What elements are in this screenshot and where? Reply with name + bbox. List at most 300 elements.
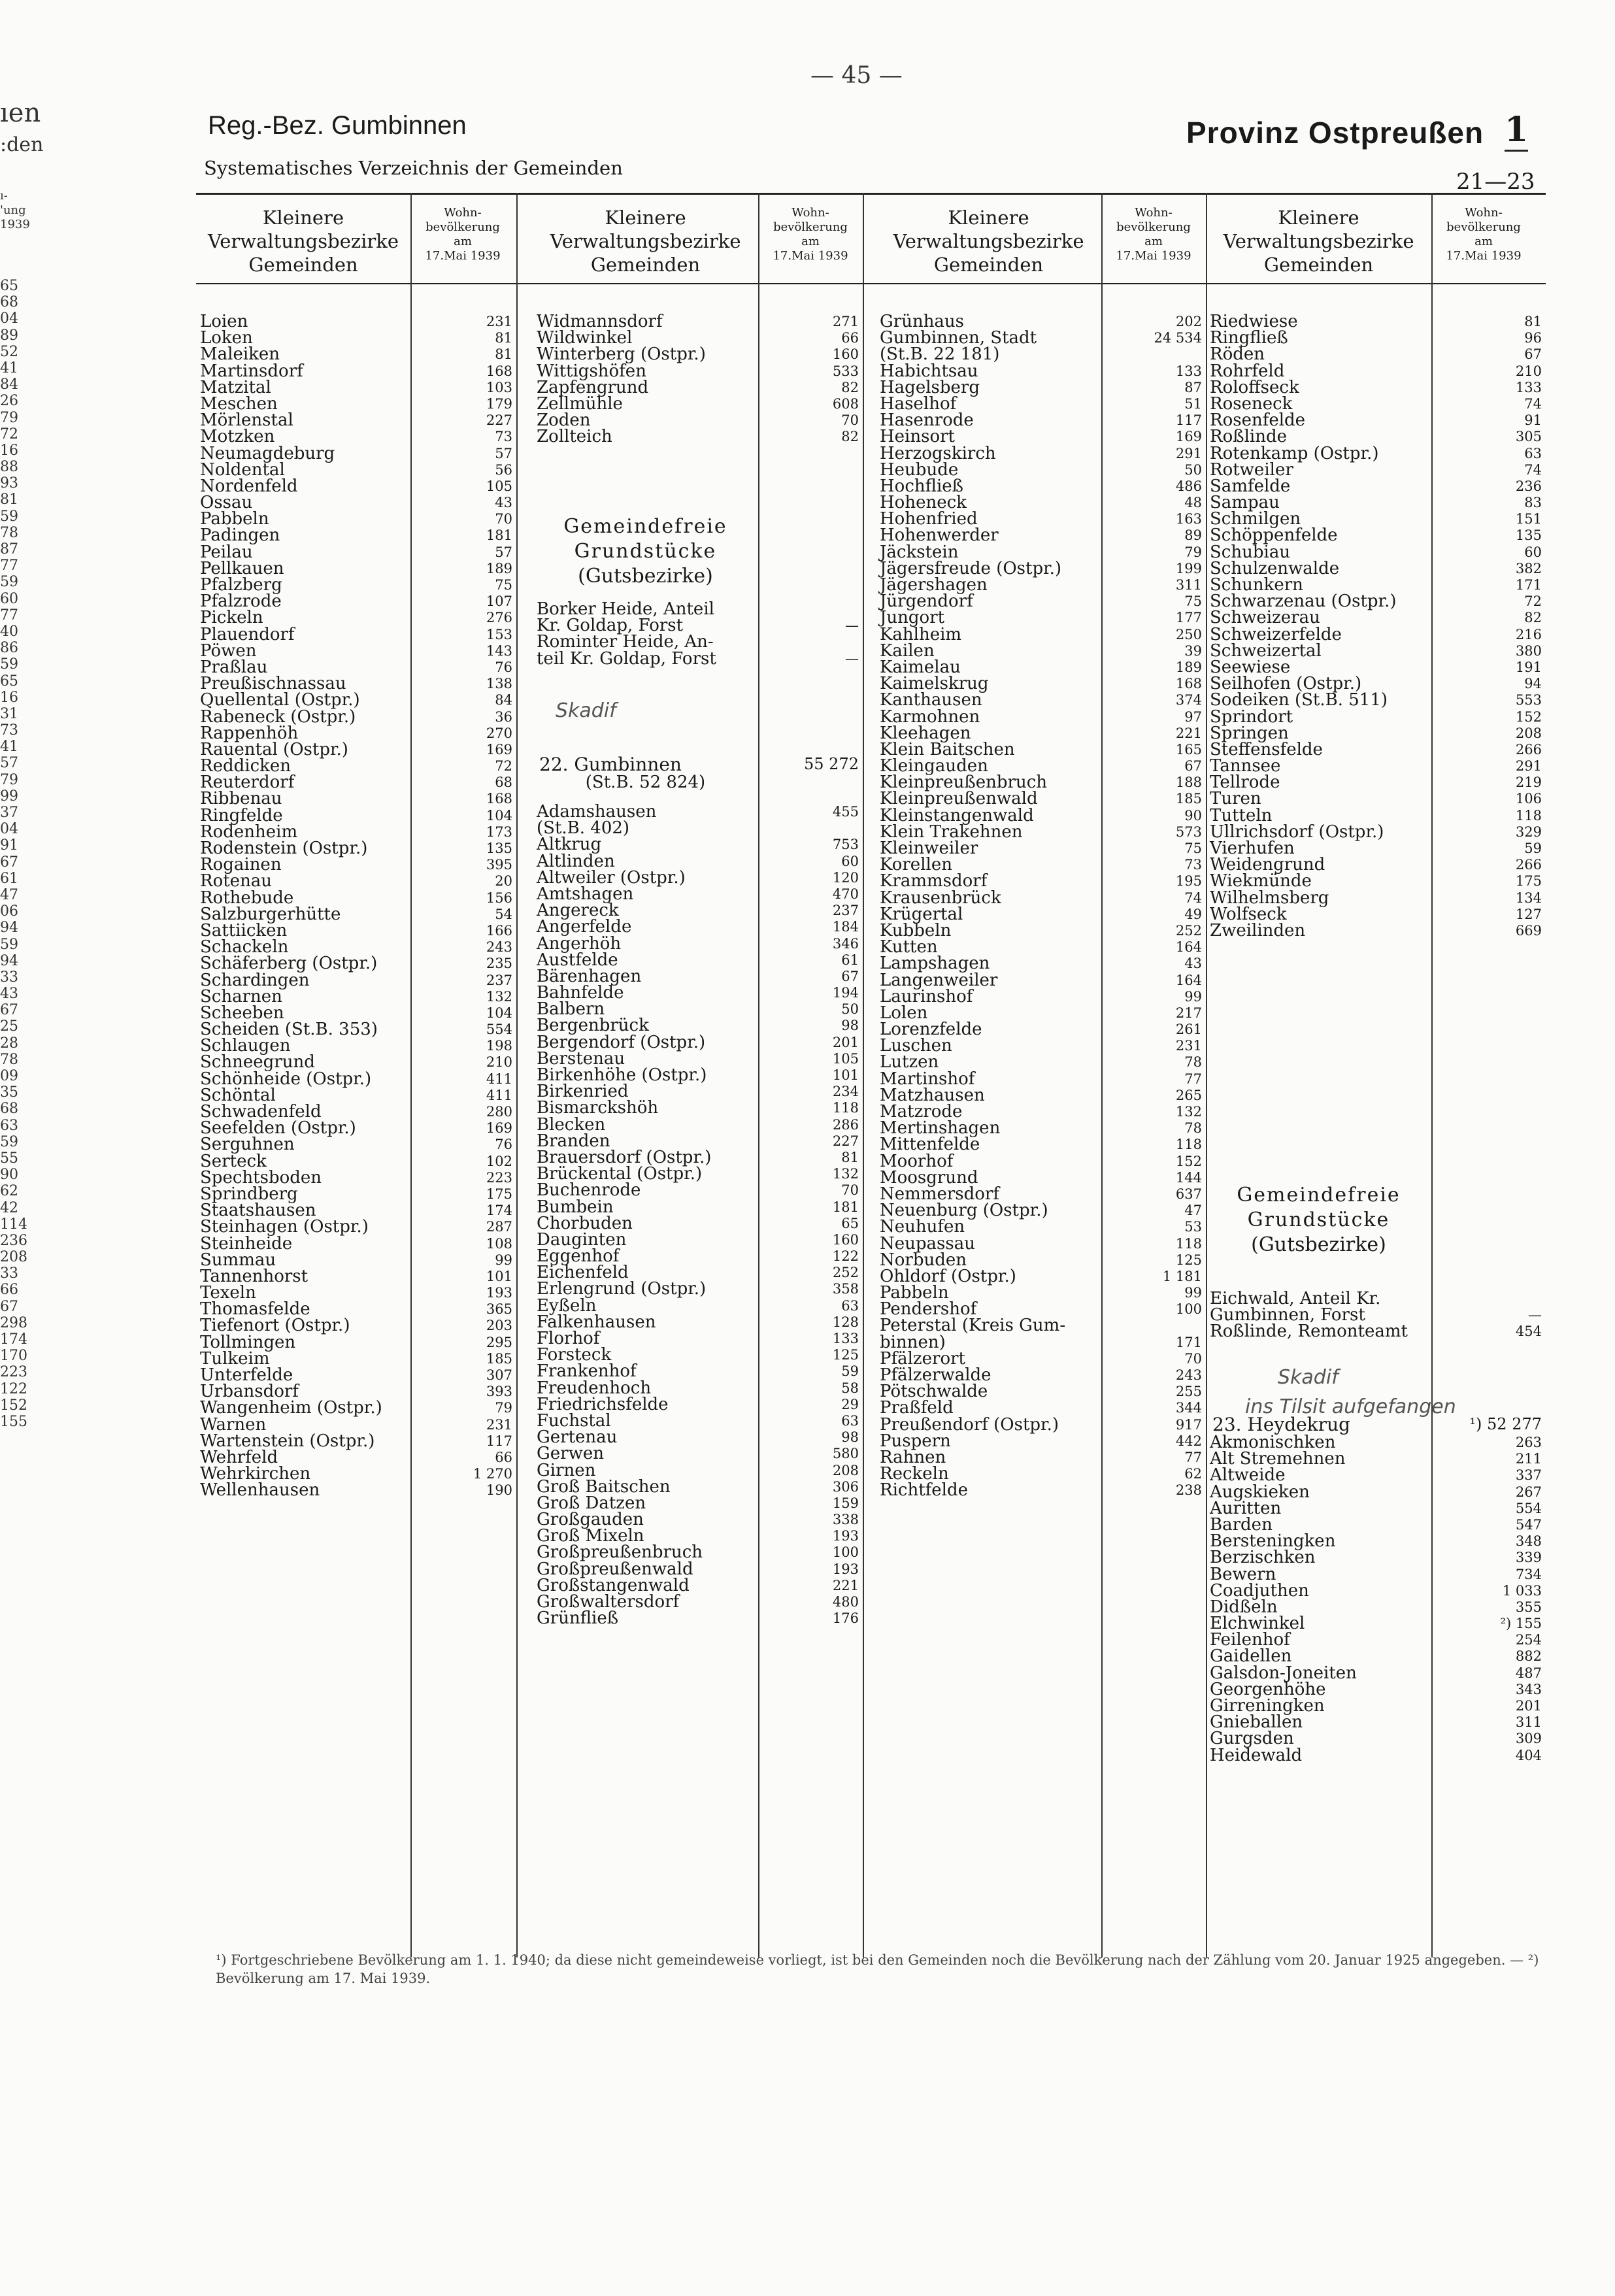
population-value: 193 xyxy=(832,1561,859,1577)
stub-value: 43 xyxy=(0,986,18,1003)
municipality-name: Feilenhof xyxy=(1210,1630,1290,1650)
municipality-name: Hoheneck xyxy=(880,493,967,513)
municipality-name: Gurgsden xyxy=(1210,1729,1294,1749)
municipality-name: Matzital xyxy=(200,377,271,397)
municipality-name: Scheiden (St.B. 353) xyxy=(200,1020,378,1040)
municipality-name: Ringfelde xyxy=(200,805,283,825)
municipality-name: Tulkeim xyxy=(200,1348,270,1369)
municipality-name: Wellenhausen xyxy=(200,1480,320,1501)
stub-value: 06 xyxy=(0,903,18,920)
table-row xyxy=(876,429,1206,445)
population-value: 382 xyxy=(1515,560,1542,576)
population-value: 81 xyxy=(841,1149,859,1165)
population-value: 188 xyxy=(1175,774,1202,791)
pop-header: Wohn- bevölkerung am 17.Mai 1939 xyxy=(425,206,501,263)
municipality-name: Wittigshöfen xyxy=(537,361,646,381)
population-value: 231 xyxy=(1175,1038,1202,1054)
population-value: 339 xyxy=(1515,1550,1542,1566)
municipality-name: Steffensfelde xyxy=(1210,739,1323,759)
municipality-name: Pfalzberg xyxy=(200,575,282,595)
stub-header-sub: :den xyxy=(0,133,44,156)
stub-value: 72 xyxy=(0,425,18,442)
table-row xyxy=(196,1219,516,1235)
municipality-name: Rotenau xyxy=(200,871,273,891)
population-value: 338 xyxy=(832,1512,859,1528)
table-row xyxy=(876,624,1206,644)
municipality-name: Bismarckshöh xyxy=(537,1098,659,1118)
stub-value: 41 xyxy=(0,359,18,376)
municipality-name: Puspern xyxy=(880,1431,951,1451)
population-value: 266 xyxy=(1515,857,1542,873)
table-row xyxy=(876,1318,1206,1334)
population-value: 175 xyxy=(486,1186,512,1202)
handwritten-note: ins Tilsit aufgefangen xyxy=(1245,1395,1456,1418)
municipality-name: Mertinshagen xyxy=(880,1118,1001,1139)
population-value: 168 xyxy=(1175,676,1202,692)
population-value: 311 xyxy=(1175,577,1202,593)
municipality-name: Schubiau xyxy=(1210,542,1291,562)
municipality-name: binnen) xyxy=(880,1332,946,1352)
municipality-name: Elchwinkel xyxy=(1210,1614,1305,1634)
municipality-name: Pfalzrode xyxy=(200,591,282,612)
municipality-name: Seefelden (Ostpr.) xyxy=(200,1118,356,1139)
municipality-name: Rotweiler xyxy=(1210,459,1293,480)
municipality-name: Neuhufen xyxy=(880,1217,965,1237)
population-value: 311 xyxy=(1515,1714,1542,1731)
population-value: 125 xyxy=(832,1347,859,1363)
municipality-name: Georgenhöhe xyxy=(1210,1679,1326,1699)
table-row xyxy=(1206,1745,1546,1765)
municipality-name: Meschen xyxy=(200,393,278,414)
column-2 xyxy=(533,193,876,1957)
table-row xyxy=(876,1233,1206,1254)
table-row xyxy=(876,890,1206,907)
stub-value: 65 xyxy=(0,278,18,294)
municipality-name: Zellmühle xyxy=(537,393,623,414)
stub-value: 94 xyxy=(0,920,18,937)
table-row xyxy=(533,634,863,650)
population-value: 76 xyxy=(495,659,512,675)
population-value: 358 xyxy=(832,1281,859,1297)
stub-value: 28 xyxy=(0,1035,18,1052)
municipality-name: Bahnfelde xyxy=(537,983,624,1003)
population-value: 190 xyxy=(486,1482,512,1499)
population-value: 480 xyxy=(832,1594,859,1610)
population-value: 185 xyxy=(1175,791,1202,807)
stub-value: 88 xyxy=(0,459,18,476)
table-row xyxy=(1206,363,1546,380)
table-row xyxy=(196,1151,516,1171)
population-value: 50 xyxy=(841,1001,859,1018)
population-value: 309 xyxy=(1515,1731,1542,1747)
population-value: 67 xyxy=(841,968,859,984)
population-value: 194 xyxy=(832,985,859,1001)
municipality-name: Quellental (Ostpr.) xyxy=(200,690,360,710)
municipality-name: Kleehagen xyxy=(880,723,971,743)
population-value: 98 xyxy=(841,1018,859,1034)
municipality-name: Praßfeld xyxy=(880,1398,954,1418)
municipality-name: Branden xyxy=(537,1131,610,1151)
population-value: 165 xyxy=(1175,741,1202,757)
municipality-name: Rodenstein (Ostpr.) xyxy=(200,839,368,858)
stub-value: 93 xyxy=(0,475,18,492)
kreis-22-row: 22. Gumbinnen 55 272 xyxy=(539,754,859,775)
population-value: 118 xyxy=(1515,807,1542,824)
stub-value: 122 xyxy=(0,1380,27,1397)
table-row xyxy=(533,1100,863,1116)
municipality-name: Lampshagen xyxy=(880,954,990,974)
population-value: 70 xyxy=(495,511,512,527)
population-value: 72 xyxy=(495,758,512,774)
table-row xyxy=(196,1318,516,1334)
municipality-name: Turen xyxy=(1210,789,1261,809)
municipality-name: Akmonischken xyxy=(1210,1433,1336,1452)
municipality-name: Praßlau xyxy=(200,657,268,677)
municipality-name: Tannsee xyxy=(1210,756,1281,776)
page-range: 21—23 xyxy=(1456,169,1535,195)
stub-header-top: ıen xyxy=(0,98,41,128)
municipality-name: Schunkern xyxy=(1210,575,1303,595)
population-value: 252 xyxy=(832,1265,859,1281)
municipality-name: Samfelde xyxy=(1210,476,1291,496)
municipality-name: Wehrfeld xyxy=(200,1447,278,1467)
population-value: 454 xyxy=(1515,1323,1542,1340)
municipality-name: Gnieballen xyxy=(1210,1712,1303,1733)
population-value: 134 xyxy=(1515,890,1542,906)
population-value: 669 xyxy=(1515,922,1542,939)
kreis-22-stb: (St.B. 52 824) xyxy=(585,773,706,792)
municipality-name: Adamshausen xyxy=(537,802,657,822)
population-value: 133 xyxy=(1515,379,1542,395)
population-value: 270 xyxy=(486,725,512,741)
stub-value: 33 xyxy=(0,969,18,986)
table-row xyxy=(533,1363,863,1380)
population-value: 67 xyxy=(1524,346,1542,363)
municipality-name: Steinhagen (Ostpr.) xyxy=(200,1217,369,1237)
population-value: 216 xyxy=(1515,626,1542,642)
population-value: 97 xyxy=(1184,708,1202,725)
municipality-name: Eichwald, Anteil Kr. xyxy=(1210,1289,1381,1308)
population-value: 343 xyxy=(1515,1681,1542,1697)
municipality-name: Lorenzfelde xyxy=(880,1020,982,1040)
population-value: 160 xyxy=(832,346,859,363)
municipality-name: Großstangenwald xyxy=(537,1575,690,1595)
population-value: 287 xyxy=(486,1219,512,1235)
stub-value: 84 xyxy=(0,376,18,393)
population-value: 917 xyxy=(1175,1416,1202,1433)
population-value: 250 xyxy=(1175,626,1202,642)
municipality-name: Gumbinnen, Forst xyxy=(1210,1305,1365,1325)
municipality-name: Bärenhagen xyxy=(537,966,642,986)
population-value: 104 xyxy=(486,1005,512,1021)
table-row xyxy=(1206,1323,1546,1340)
municipality-name: Nemmersdorf xyxy=(880,1184,999,1204)
municipality-name: Gerwen xyxy=(537,1444,604,1464)
municipality-name: Preußendorf (Ostpr.) xyxy=(880,1414,1059,1435)
municipality-name: Noldental xyxy=(200,459,285,480)
population-value: 135 xyxy=(486,840,512,856)
population-value: 164 xyxy=(1175,939,1202,956)
pop-header: Wohn- bevölkerung am 17.Mai 1939 xyxy=(773,206,848,263)
municipality-name: Coadjuthen xyxy=(1210,1580,1309,1601)
table-row xyxy=(533,648,863,669)
municipality-name: Martinsdorf xyxy=(200,361,303,381)
municipality-name: Krausenbrück xyxy=(880,888,1001,908)
municipality-name: Jägersfreude (Ostpr.) xyxy=(880,558,1062,578)
population-value: 159 xyxy=(832,1495,859,1511)
municipality-name: Schackeln xyxy=(200,937,289,957)
stub-header-line: 'ung xyxy=(0,203,26,217)
population-value: 238 xyxy=(1175,1482,1202,1499)
population-value: 486 xyxy=(1175,478,1202,494)
handwritten-note: Skadif xyxy=(1278,1366,1339,1389)
population-value: 175 xyxy=(1515,873,1542,890)
gemeindefrei-heading: Gemeindefreie Grundstücke (Gutsbezirke) xyxy=(563,515,727,588)
population-value: 380 xyxy=(1515,642,1542,659)
name-header: Kleinere Verwaltungsbezirke Gemeinden xyxy=(550,207,741,276)
population-value: 337 xyxy=(1515,1467,1542,1484)
municipality-name: Pöwen xyxy=(200,641,257,661)
municipality-name: Berstenau xyxy=(537,1048,625,1069)
population-value: 171 xyxy=(1175,1334,1202,1350)
stub-value: 40 xyxy=(0,623,18,640)
population-value: 882 xyxy=(1515,1648,1542,1665)
population-value: 43 xyxy=(495,495,512,511)
table-row xyxy=(533,919,863,935)
stub-value: 152 xyxy=(0,1397,27,1414)
municipality-name: Klein Baitschen xyxy=(880,739,1015,759)
population-value: 36 xyxy=(495,708,512,725)
municipality-name: Widmannsdorf xyxy=(537,312,663,331)
population-value: 753 xyxy=(832,837,859,853)
population-value: 39 xyxy=(1184,642,1202,659)
population-value: 163 xyxy=(1175,511,1202,527)
municipality-name: Peterstal (Kreis Gum- xyxy=(880,1316,1066,1336)
table-row xyxy=(1206,527,1546,544)
population-value: 210 xyxy=(486,1054,512,1071)
population-value: 143 xyxy=(486,642,512,659)
footnote: ¹) Fortgeschriebene Bevölkerung am 1. 1. 1940; da diese nicht gemeindeweise vorliegt, ist bei den Gemeinden noch die Bevölkerung nach der Zählung vom 20. Januar 1925 angegeben. — ²) Bevölkerung am 17. Mai 1939. xyxy=(216,1952,1539,1986)
population-value: 91 xyxy=(1524,412,1542,429)
municipality-name: Zweilinden xyxy=(1210,920,1306,940)
stub-value: 26 xyxy=(0,393,18,410)
municipality-name: Serguhnen xyxy=(200,1135,295,1155)
population-value: 78 xyxy=(1184,1120,1202,1137)
table-row xyxy=(1206,1731,1546,1747)
municipality-name: Erlengrund (Ostpr.) xyxy=(537,1279,707,1299)
municipality-name: Serteck xyxy=(200,1151,267,1171)
table-row xyxy=(1206,624,1546,644)
province-number: 1 xyxy=(1505,110,1528,152)
municipality-name: Alt Stremehnen xyxy=(1210,1449,1346,1469)
population-value: 59 xyxy=(841,1363,859,1380)
population-value: 295 xyxy=(486,1334,512,1350)
municipality-name: Kr. Goldap, Forst xyxy=(537,616,684,636)
population-value: 104 xyxy=(486,807,512,824)
stub-value: 68 xyxy=(0,1101,18,1118)
table-row xyxy=(876,1219,1206,1235)
population-value: 53 xyxy=(1184,1219,1202,1235)
municipality-name: Borker Heide, Anteil xyxy=(537,599,714,619)
divider xyxy=(863,193,864,1957)
municipality-name: Preußischnassau xyxy=(200,674,346,694)
population-value: 117 xyxy=(1175,412,1202,429)
municipality-name: Padingen xyxy=(200,525,280,546)
population-value: 24 534 xyxy=(1154,330,1202,346)
population-value: 236 xyxy=(1515,478,1542,494)
population-value: 133 xyxy=(832,1331,859,1346)
municipality-name: Thomasfelde xyxy=(200,1299,310,1320)
municipality-name: Bewern xyxy=(1210,1564,1276,1584)
table-row xyxy=(196,443,516,463)
municipality-name: Amtshagen xyxy=(537,884,634,904)
stub-value: 174 xyxy=(0,1331,27,1348)
municipality-name: Pendershof xyxy=(880,1299,977,1320)
municipality-name: Kubbeln xyxy=(880,920,952,940)
stub-header-line: ı- xyxy=(0,189,8,203)
population-value: 125 xyxy=(1175,1252,1202,1268)
stub-value: 155 xyxy=(0,1413,27,1430)
municipality-name: Neuenburg (Ostpr.) xyxy=(880,1201,1048,1221)
stub-value: 236 xyxy=(0,1232,27,1249)
population-value: 533 xyxy=(832,363,859,379)
municipality-name: Gumbinnen, Stadt xyxy=(880,328,1037,348)
municipality-name: Unterfelde xyxy=(200,1365,293,1385)
municipality-name: Seilhofen (Ostpr.) xyxy=(1210,674,1362,694)
population-value: 219 xyxy=(1515,774,1542,791)
municipality-name: Jägershagen xyxy=(880,575,988,595)
municipality-name: Spechtsboden xyxy=(200,1167,322,1188)
municipality-name: teil Kr. Goldap, Forst xyxy=(537,648,716,669)
population-value: 74 xyxy=(1524,395,1542,412)
municipality-name: Peilau xyxy=(200,542,253,562)
population-value: 132 xyxy=(832,1166,859,1182)
municipality-name: Pickeln xyxy=(200,608,263,628)
population-value: 43 xyxy=(1184,956,1202,972)
population-value: 208 xyxy=(1515,725,1542,741)
stub-value: 67 xyxy=(0,854,18,871)
table-row xyxy=(876,873,1206,890)
population-value: 291 xyxy=(1175,445,1202,461)
population-value: 176 xyxy=(832,1610,859,1627)
municipality-name: Hohenfried xyxy=(880,509,978,529)
municipality-name: Jungort xyxy=(880,608,945,628)
table-row xyxy=(533,1380,863,1397)
population-value: 243 xyxy=(486,939,512,956)
municipality-name: Klein Trakehnen xyxy=(880,822,1023,842)
population-value: 65 xyxy=(841,1215,859,1231)
table-row xyxy=(533,363,863,380)
municipality-name: Herzogskirch xyxy=(880,443,996,463)
municipality-name: Rominter Heide, An- xyxy=(537,632,714,652)
municipality-name: Sampau xyxy=(1210,493,1280,513)
municipality-name: Jäckstein xyxy=(880,542,959,562)
stub-value: 67 xyxy=(0,1002,18,1019)
population-value: 63 xyxy=(1524,445,1542,461)
population-value: 98 xyxy=(841,1429,859,1446)
table-row xyxy=(533,1114,863,1135)
municipality-name: Dauginten xyxy=(537,1229,627,1250)
population-value: 82 xyxy=(841,379,859,395)
municipality-name: Röden xyxy=(1210,344,1265,365)
stub-value: 60 xyxy=(0,590,18,607)
left-stub xyxy=(0,98,46,1430)
municipality-name: Winterberg (Ostpr.) xyxy=(537,344,706,365)
population-value: 132 xyxy=(1175,1104,1202,1120)
municipality-name: Bergendorf (Ostpr.) xyxy=(537,1032,706,1052)
stub-value: 208 xyxy=(0,1249,27,1266)
population-value: 637 xyxy=(1175,1186,1202,1202)
table-row xyxy=(1206,610,1546,626)
population-value: 1 270 xyxy=(473,1466,512,1482)
municipality-name: Wilhelmsberg xyxy=(1210,888,1329,908)
population-value: 734 xyxy=(1515,1566,1542,1582)
table-row xyxy=(196,1054,516,1071)
population-value: 48 xyxy=(1184,495,1202,511)
population-value: 470 xyxy=(832,886,859,902)
name-header: Kleinere Verwaltungsbezirke Gemeinden xyxy=(1223,207,1414,276)
table-row xyxy=(1206,429,1546,445)
population-value: 60 xyxy=(1524,544,1542,560)
population-value: 49 xyxy=(1184,906,1202,922)
population-value: 266 xyxy=(1515,741,1542,757)
table-row xyxy=(533,1182,863,1199)
municipality-name: Neupassau xyxy=(880,1233,975,1254)
municipality-name: Eyßeln xyxy=(537,1295,597,1316)
population-value: 171 xyxy=(1515,577,1542,593)
municipality-name: Loken xyxy=(200,328,253,348)
municipality-name: Reckeln xyxy=(880,1464,949,1484)
municipality-name: Schwarzenau (Ostpr.) xyxy=(1210,591,1397,612)
stub-value: 16 xyxy=(0,689,18,706)
municipality-name: Tollmingen xyxy=(200,1332,296,1352)
table-row xyxy=(1206,443,1546,463)
municipality-name: Loien xyxy=(200,312,248,331)
stub-value: 79 xyxy=(0,771,18,788)
population-value: 77 xyxy=(1184,1449,1202,1465)
population-value: 189 xyxy=(1175,659,1202,675)
population-value: 580 xyxy=(832,1446,859,1462)
population-value: 276 xyxy=(486,610,512,626)
table-row xyxy=(196,970,516,990)
municipality-name: Ullrichsdorf (Ostpr.) xyxy=(1210,822,1384,842)
municipality-name: (St.B. 22 181) xyxy=(880,344,1000,365)
municipality-name: Heinsort xyxy=(880,427,955,447)
municipality-name: Wehrkirchen xyxy=(200,1464,311,1484)
municipality-name: Rodenheim xyxy=(200,822,298,842)
population-value: 59 xyxy=(1524,840,1542,856)
table-row xyxy=(196,1233,516,1254)
municipality-name: Tiefenort (Ostpr.) xyxy=(200,1316,350,1336)
municipality-name: Rabeneck (Ostpr.) xyxy=(200,707,356,727)
table-row xyxy=(1206,1467,1546,1484)
table-row xyxy=(533,429,863,445)
municipality-name: Luschen xyxy=(880,1036,952,1056)
municipality-name: Schulzenwalde xyxy=(1210,558,1340,578)
table-row xyxy=(196,363,516,380)
municipality-name: Pellkauen xyxy=(200,558,284,578)
population-value: 103 xyxy=(486,379,512,395)
stub-value: 90 xyxy=(0,1167,18,1184)
table-row xyxy=(196,956,516,972)
municipality-name: Grünhaus xyxy=(880,312,965,331)
municipality-name: Rotenkamp (Ostpr.) xyxy=(1210,443,1379,463)
municipality-name: Pfälzerwalde xyxy=(880,1365,991,1385)
municipality-name: Ribbenau xyxy=(200,789,282,809)
population-value: 160 xyxy=(832,1231,859,1248)
population-value: 94 xyxy=(1524,676,1542,692)
municipality-name: Moorhof xyxy=(880,1151,954,1171)
